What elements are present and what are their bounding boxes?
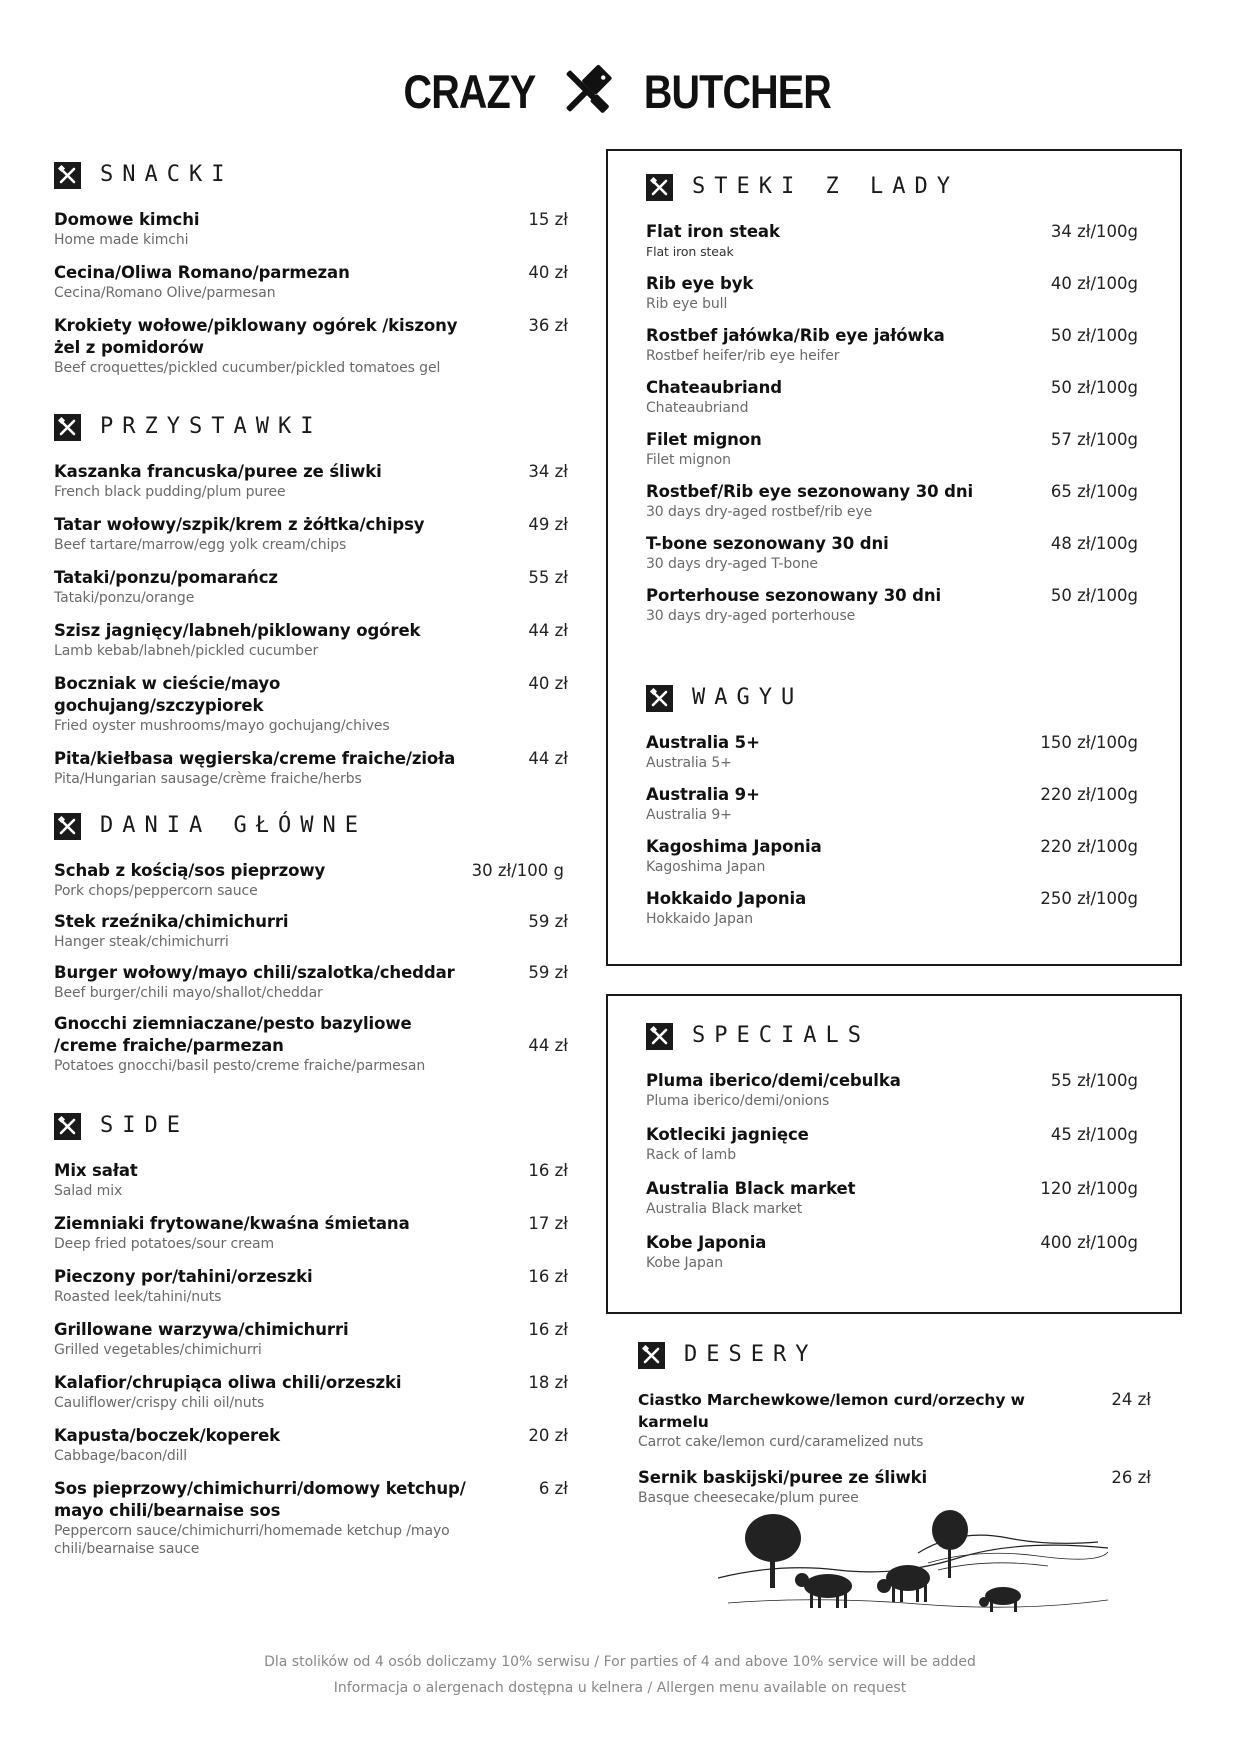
item-price: 26 zł [1111, 1468, 1151, 1487]
item-translation: Tataki/ponzu/orange [54, 590, 195, 606]
item-name: Australia 5+ [646, 733, 760, 752]
item-translation: Fried oyster mushrooms/mayo gochujang/chives [54, 718, 390, 734]
item-price: 16 zł [528, 1161, 568, 1180]
item-price: 59 zł [528, 963, 568, 982]
item-name: Porterhouse sezonowany 30 dni [646, 586, 942, 605]
item-translation: Cecina/Romano Olive/parmesan [54, 285, 276, 301]
item-translation: Pork chops/peppercorn sauce [54, 883, 258, 899]
crossed-knife-fork-icon [646, 174, 673, 201]
item-translation: 30 days dry-aged T-bone [646, 556, 818, 572]
menu-item [54, 911, 568, 951]
item-price: 20 zł [528, 1426, 568, 1445]
item-price: 250 zł/100g [1040, 889, 1138, 908]
item-name: Gnocchi ziemniaczane/pesto bazyliowe /creme fraiche/parmezan [54, 1014, 412, 1055]
item-price: 44 zł [528, 1036, 568, 1055]
item-price: 50 zł/100g [1050, 378, 1138, 397]
crossed-knife-fork-icon [638, 1342, 665, 1369]
item-name: Chateaubriand [646, 378, 782, 397]
menu-item [54, 514, 568, 554]
section-dania-glowne [54, 812, 568, 1086]
crossed-knife-fork-icon [54, 813, 81, 840]
menu-item [646, 429, 1138, 469]
item-name: Domowe kimchi [54, 210, 200, 229]
menu-list [638, 1389, 1151, 1523]
item-translation: Hanger steak/chimichurri [54, 934, 229, 950]
item-name: Kobe Japonia [646, 1233, 767, 1252]
item-name: Pieczony por/tahini/orzeszki [54, 1267, 313, 1286]
item-translation: Home made kimchi [54, 232, 189, 248]
item-price: 55 zł/100g [1050, 1071, 1138, 1090]
item-price: 15 zł [528, 210, 568, 229]
menu-item [54, 673, 568, 735]
item-price: 34 zł [528, 462, 568, 481]
item-name: Pita/kiełbasa węgierska/creme fraiche/zioła [54, 749, 456, 768]
section-przystawki [54, 413, 568, 801]
item-price: 49 zł [528, 515, 568, 534]
section-header [638, 1341, 1151, 1369]
section-header [646, 173, 1138, 201]
item-name: Sernik baskijski/puree ze śliwki [638, 1468, 928, 1487]
crossed-knife-fork-icon [54, 1113, 81, 1140]
item-translation: Australia 9+ [646, 807, 732, 823]
menu-item [54, 1213, 568, 1253]
item-translation: Lamb kebab/labneh/pickled cucumber [54, 643, 319, 659]
item-translation: Chateaubriand [646, 400, 749, 416]
section-title: WAGYU [692, 685, 804, 710]
item-price: 36 zł [528, 316, 568, 335]
menu-list [54, 461, 568, 801]
brand-logo [0, 56, 1240, 126]
menu-item [54, 1425, 568, 1465]
item-name: T-bone sezonowany 30 dni [646, 534, 889, 553]
item-name: Cecina/Oliwa Romano/parmezan [54, 263, 350, 282]
menu-item [646, 732, 1138, 772]
item-price: 150 zł/100g [1040, 733, 1138, 752]
item-name: Boczniak w cieście/mayo gochujang/szczypiorek [54, 674, 281, 715]
item-name: Szisz jagnięcy/labneh/piklowany ogórek [54, 621, 421, 640]
menu-item [646, 273, 1138, 313]
section-header [54, 413, 568, 441]
item-translation: 30 days dry-aged rostbef/rib eye [646, 504, 873, 520]
item-name: Tatar wołowy/szpik/krem z żółtka/chipsy [54, 515, 425, 534]
item-translation: Filet mignon [646, 452, 731, 468]
item-name: Ziemniaki frytowane/kwaśna śmietana [54, 1214, 410, 1233]
menu-item [646, 836, 1138, 876]
item-translation: Kagoshima Japan [646, 859, 766, 875]
item-name: Kalafior/chrupiąca oliwa chili/orzeszki [54, 1373, 402, 1392]
section-title: SIDE [100, 1113, 189, 1138]
menu-item [646, 1232, 1138, 1272]
menu-list [646, 221, 1138, 637]
item-translation: Kobe Japan [646, 1255, 724, 1271]
item-price: 55 zł [528, 568, 568, 587]
item-name: Australia Black market [646, 1179, 856, 1198]
menu-item [54, 860, 568, 900]
item-translation: Salad mix [54, 1183, 123, 1199]
section-title: DANIA GŁÓWNE [100, 813, 367, 838]
allergen-note: Informacja o alergenach dostępna u kelnera / Allergen menu available on request [333, 1680, 907, 1696]
section-desery [638, 1341, 1151, 1523]
item-name: Hokkaido Japonia [646, 889, 807, 908]
item-translation: Rostbef heifer/rib eye heifer [646, 348, 840, 364]
section-specials [646, 1022, 1138, 1286]
item-price: 44 zł [528, 621, 568, 640]
section-steki-z-lady [646, 173, 1138, 637]
item-price: 120 zł/100g [1040, 1179, 1138, 1198]
menu-item [54, 1372, 568, 1412]
item-price: 400 zł/100g [1040, 1233, 1138, 1252]
item-name: Grillowane warzywa/chimichurri [54, 1320, 349, 1339]
section-title: SNACKI [100, 162, 234, 187]
item-price: 34 zł/100g [1050, 222, 1138, 241]
crossed-knife-fork-icon [646, 685, 673, 712]
menu-item [646, 481, 1138, 521]
item-price: 40 zł/100g [1050, 274, 1138, 293]
item-name: Kotleciki jagnięce [646, 1125, 809, 1144]
item-name: Rostbef jałówka/Rib eye jałówka [646, 326, 945, 345]
menu-item [54, 620, 568, 660]
item-price: 16 zł [528, 1267, 568, 1286]
crossed-knife-fork-icon [54, 414, 81, 441]
section-header [54, 161, 568, 189]
section-title: PRZYSTAWKI [100, 414, 323, 439]
item-name: Rostbef/Rib eye sezonowany 30 dni [646, 482, 974, 501]
item-price: 45 zł/100g [1050, 1125, 1138, 1144]
service-note: Dla stolików od 4 osób doliczamy 10% serwisu / For parties of 4 and above 10% service will be added [264, 1654, 976, 1670]
menu-item [646, 221, 1138, 261]
item-name: Sos pieprzowy/chimichurri/domowy ketchup/ mayo chili/bearnaise sos [54, 1479, 466, 1520]
menu-list [54, 209, 568, 390]
crossed-cleaver-knife-icon [556, 60, 618, 122]
logo-word-butcher: BUTCHER [643, 64, 832, 118]
section-title: STEKI Z LADY [692, 174, 959, 199]
item-translation: Australia Black market [646, 1201, 803, 1217]
item-price: 40 zł [528, 263, 568, 282]
menu-item [54, 567, 568, 607]
item-translation: Basque cheesecake/plum puree [638, 1490, 859, 1506]
menu-item [646, 1124, 1138, 1164]
item-translation: Cabbage/bacon/dill [54, 1448, 187, 1464]
item-price: 65 zł/100g [1050, 482, 1138, 501]
section-title: DESERY [684, 1342, 818, 1367]
item-price: 50 zł/100g [1050, 586, 1138, 605]
item-price: 30 zł/100 g [471, 861, 564, 880]
menu-item [646, 325, 1138, 365]
menu-item [646, 533, 1138, 573]
item-price: 57 zł/100g [1050, 430, 1138, 449]
menu-item [54, 1160, 568, 1200]
item-name: Kagoshima Japonia [646, 837, 822, 856]
item-translation: French black pudding/plum puree [54, 484, 286, 500]
section-header [646, 1022, 1138, 1050]
item-translation: Rib eye bull [646, 296, 728, 312]
menu-item [54, 1478, 568, 1558]
menu-item [54, 262, 568, 302]
menu-item [54, 748, 568, 788]
menu-list [54, 1160, 568, 1571]
item-name: Mix sałat [54, 1161, 138, 1180]
item-price: 24 zł [1111, 1390, 1151, 1409]
section-header [54, 1112, 568, 1140]
item-translation: Carrot cake/lemon curd/caramelized nuts [638, 1434, 924, 1450]
menu-item [646, 1178, 1138, 1218]
menu-item [54, 315, 568, 377]
item-name: Flat iron steak [646, 222, 780, 241]
item-translation: Beef burger/chili mayo/shallot/cheddar [54, 985, 323, 1001]
section-snacki [54, 161, 568, 390]
menu-item [54, 209, 568, 249]
section-header [646, 684, 1138, 712]
menu-item [638, 1389, 1151, 1451]
menu-item [646, 888, 1138, 928]
item-translation: Roasted leek/tahini/nuts [54, 1289, 222, 1305]
menu-list [646, 1070, 1138, 1286]
menu-item [646, 585, 1138, 625]
item-name: Pluma iberico/demi/cebulka [646, 1071, 901, 1090]
item-price: 59 zł [528, 912, 568, 931]
section-title: SPECIALS [692, 1023, 870, 1048]
item-translation: Rack of lamb [646, 1147, 736, 1163]
crossed-knife-fork-icon [54, 162, 81, 189]
item-translation: Beef croquettes/pickled cucumber/pickled tomatoes gel [54, 360, 441, 376]
menu-item [646, 1070, 1138, 1110]
item-name: Filet mignon [646, 430, 762, 449]
item-name: Burger wołowy/mayo chili/szalotka/cheddar [54, 963, 455, 982]
item-price: 48 zł/100g [1050, 534, 1138, 553]
menu-item [54, 1266, 568, 1306]
menu-item [54, 461, 568, 501]
item-translation: Hokkaido Japan [646, 911, 754, 927]
item-name: Ciastko Marchewkowe/lemon curd/orzechy w karmelu [638, 1391, 1025, 1431]
item-translation: 30 days dry-aged porterhouse [646, 608, 856, 624]
menu-list [54, 860, 568, 1086]
menu-item [54, 962, 568, 1002]
item-translation: Pita/Hungarian sausage/crème fraiche/herbs [54, 771, 362, 787]
section-side [54, 1112, 568, 1571]
crossed-knife-fork-icon [646, 1023, 673, 1050]
item-translation: Cauliflower/crispy chili oil/nuts [54, 1395, 265, 1411]
item-price: 220 zł/100g [1040, 837, 1138, 856]
logo-word-crazy: CRAZY [403, 64, 536, 118]
item-translation: Peppercorn sauce/chimichurri/homemade ketchup /mayo chili/bearnaise sauce [54, 1523, 450, 1557]
item-translation: Pluma iberico/demi/onions [646, 1093, 830, 1109]
section-wagyu [646, 684, 1138, 940]
menu-item [646, 784, 1138, 824]
menu-list [646, 732, 1138, 940]
item-price: 16 zł [528, 1320, 568, 1339]
item-price: 6 zł [538, 1479, 568, 1498]
menu-item [638, 1467, 1151, 1507]
item-price: 40 zł [528, 674, 568, 693]
menu-item [646, 377, 1138, 417]
item-price: 17 zł [528, 1214, 568, 1233]
item-price: 220 zł/100g [1040, 785, 1138, 804]
item-name: Krokiety wołowe/piklowany ogórek /kiszony żel z pomidorów [54, 316, 458, 357]
section-header [54, 812, 568, 840]
item-price: 50 zł/100g [1050, 326, 1138, 345]
item-translation: Deep fried potatoes/sour cream [54, 1236, 274, 1252]
item-name: Schab z kością/sos pieprzowy [54, 861, 326, 880]
item-name: Rib eye byk [646, 274, 754, 293]
item-name: Australia 9+ [646, 785, 760, 804]
cattle-landscape-illustration [718, 1508, 1108, 1618]
menu-item [54, 1319, 568, 1359]
item-translation: Flat iron steak [646, 244, 734, 259]
item-translation: Australia 5+ [646, 755, 732, 771]
item-price: 18 zł [528, 1373, 568, 1392]
item-name: Kapusta/boczek/koperek [54, 1426, 281, 1445]
item-name: Stek rzeźnika/chimichurri [54, 912, 289, 931]
item-translation: Potatoes gnocchi/basil pesto/creme fraiche/parmesan [54, 1058, 426, 1074]
item-name: Kaszanka francuska/puree ze śliwki [54, 462, 382, 481]
menu-item [54, 1013, 568, 1075]
item-name: Tataki/ponzu/pomarańcz [54, 568, 278, 587]
item-price: 44 zł [528, 749, 568, 768]
item-translation: Beef tartare/marrow/egg yolk cream/chips [54, 537, 347, 553]
item-translation: Grilled vegetables/chimichurri [54, 1342, 262, 1358]
